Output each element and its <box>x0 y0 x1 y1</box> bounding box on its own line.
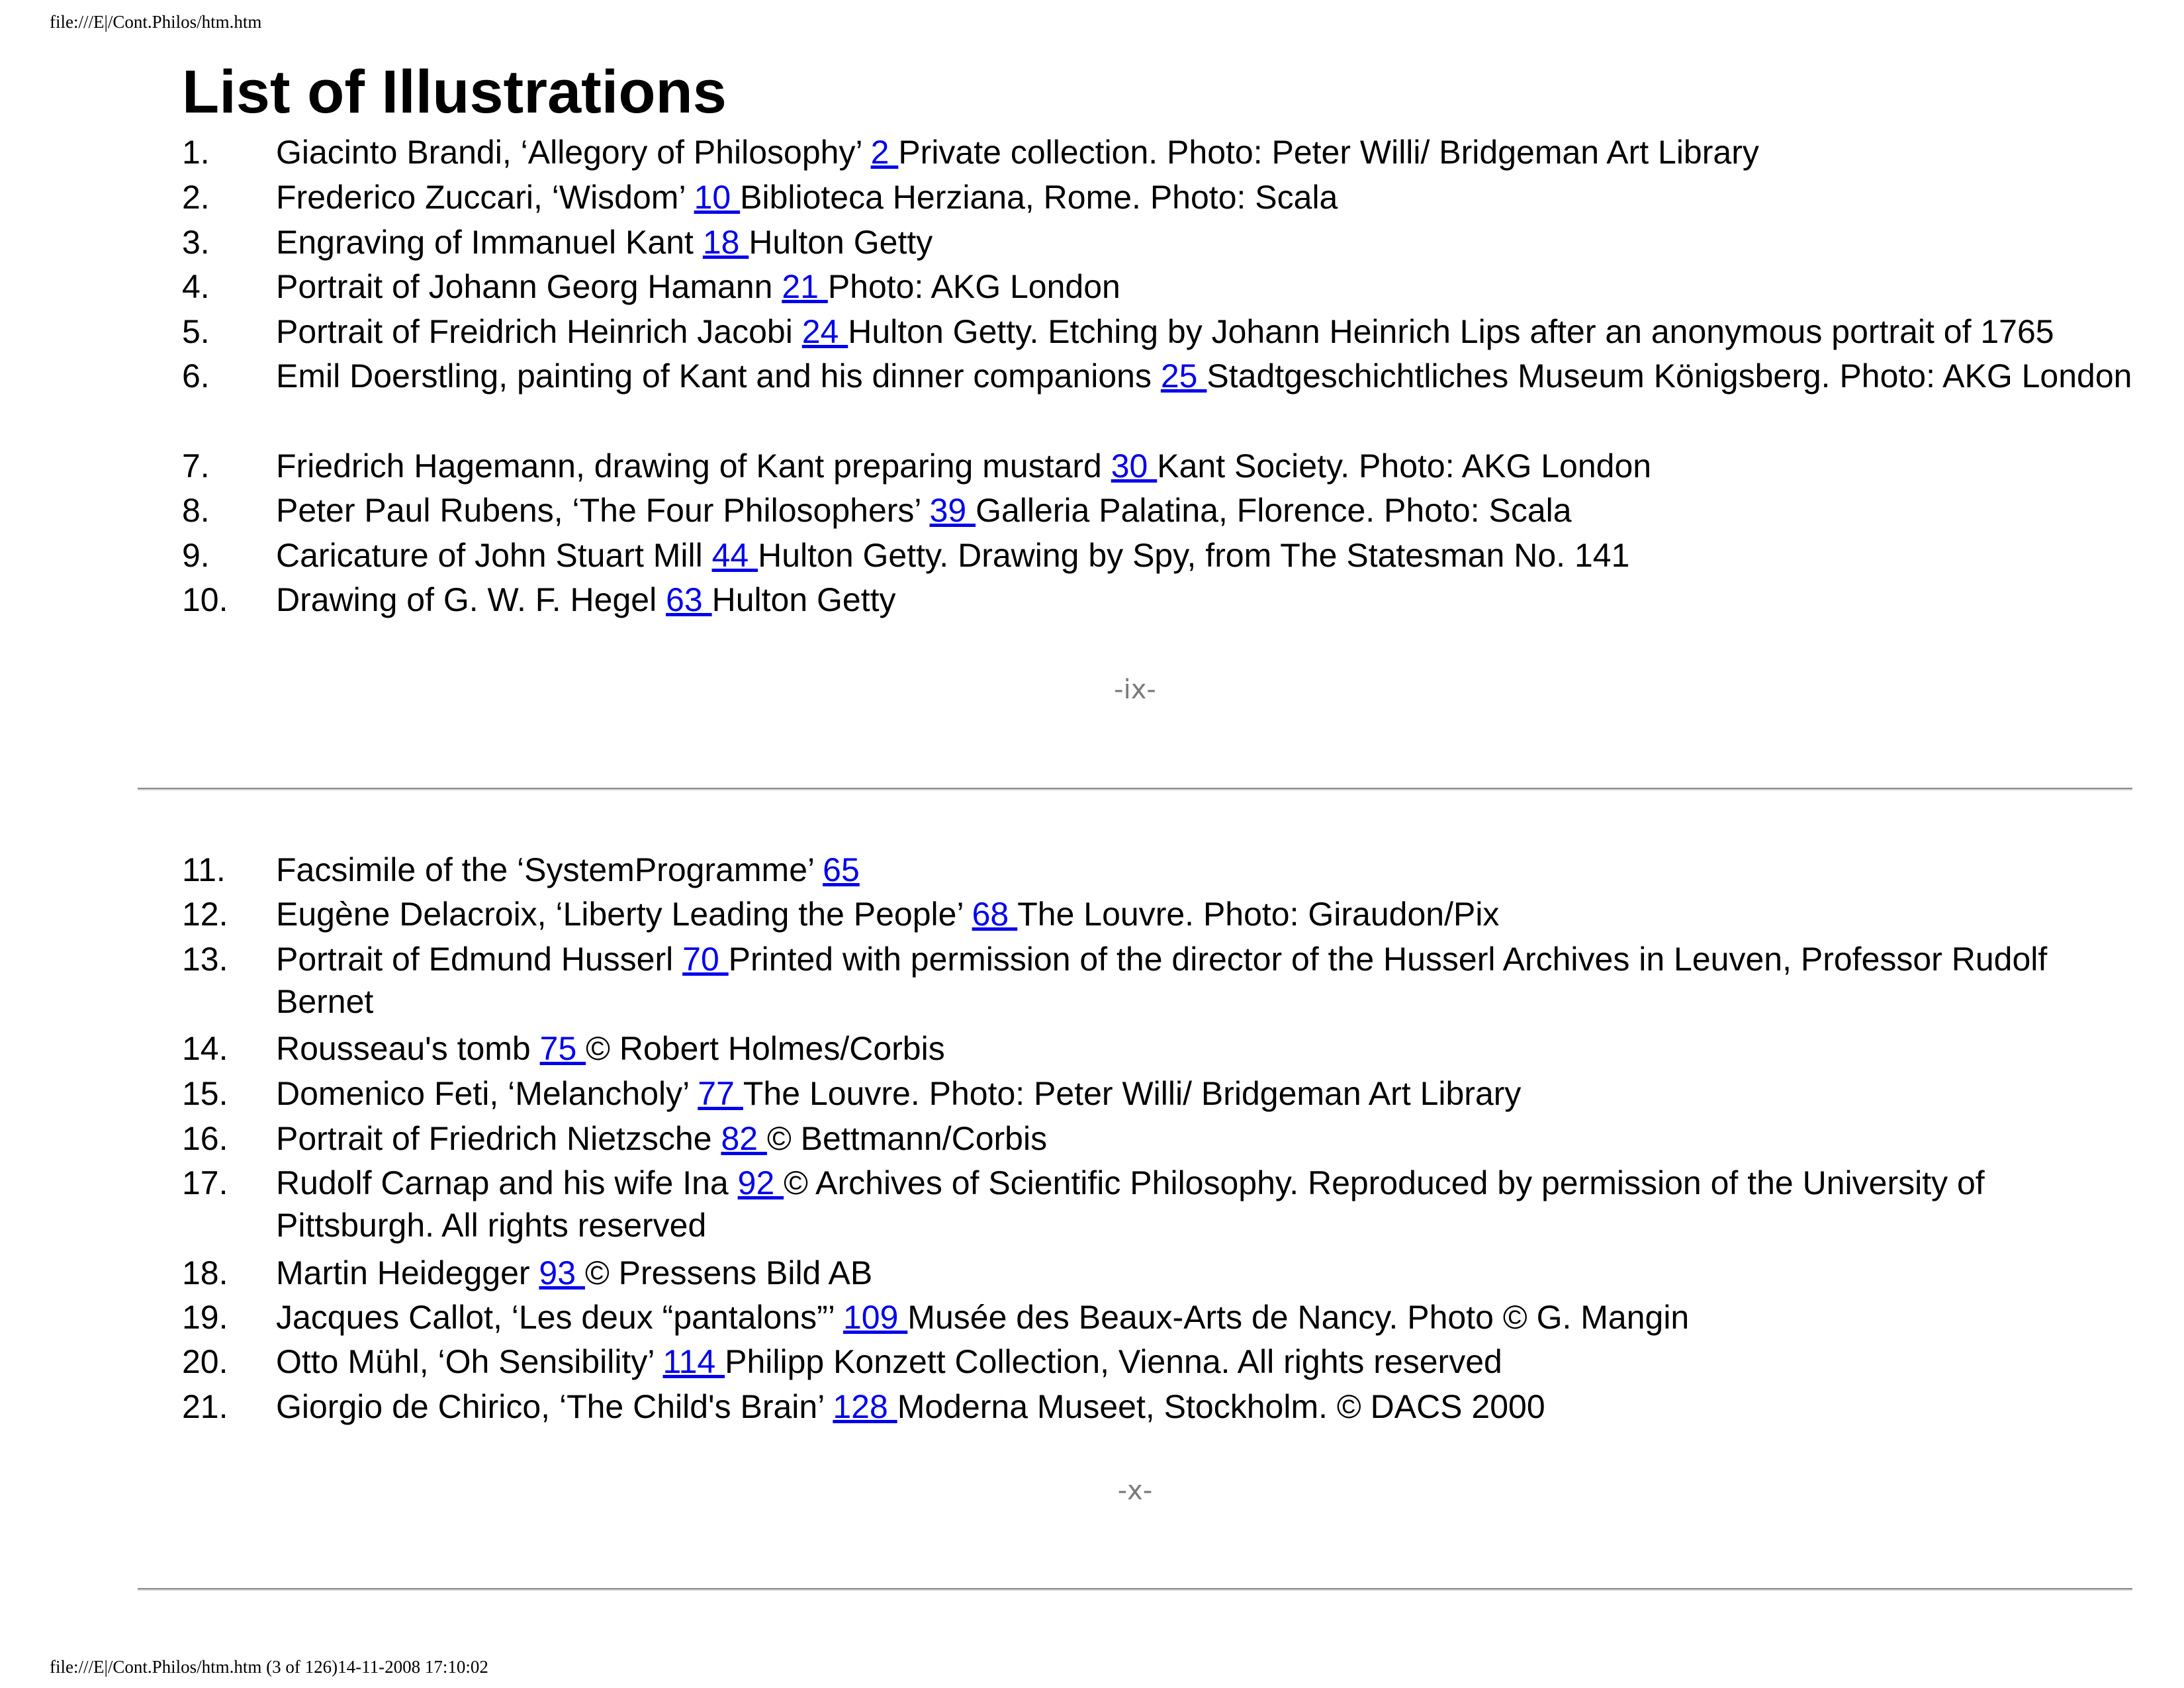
item-text <box>276 1385 2136 1428</box>
item-number: 16. <box>182 1120 228 1157</box>
item-credit: Photo: AKG London <box>827 268 1120 305</box>
item-caption: Engraving of Immanuel Kant <box>276 224 703 261</box>
item-text <box>276 1072 2136 1115</box>
page-link[interactable]: 2 <box>870 134 899 171</box>
item-credit: © Archives of Scientific Philosophy. Reproduced by permission of the University of Pittsburgh. All rights reserved <box>276 1164 1985 1244</box>
item-credit: Kant Society. Photo: AKG London <box>1157 447 1652 485</box>
page-divider <box>138 788 2132 790</box>
item-credit: Galleria Palatina, Florence. Photo: Scala <box>976 492 1572 529</box>
item-caption: Eugène Delacroix, ‘Liberty Leading the People’ <box>276 896 972 933</box>
item-credit: The Louvre. Photo: Giraudon/Pix <box>1017 896 1500 933</box>
item-credit: Hulton Getty. Drawing by Spy, from The Statesman No. 141 <box>758 537 1630 574</box>
item-number: 4. <box>182 268 210 305</box>
page-link[interactable]: 44 <box>711 537 758 574</box>
item-credit: Private collection. Photo: Peter Willi/ Bridgeman Art Library <box>898 134 1759 171</box>
item-text <box>276 1296 2136 1338</box>
item-number: 2. <box>182 179 210 216</box>
item-text <box>276 265 2136 308</box>
item-caption: Portrait of Friedrich Nietzsche <box>276 1120 721 1157</box>
item-number: 6. <box>182 357 210 395</box>
item-credit: The Louvre. Photo: Peter Willi/ Bridgeman Art Library <box>743 1075 1522 1112</box>
item-credit: Hulton Getty. Etching by Johann Heinrich Lips after an anonymous portrait of 1765 <box>848 313 2054 350</box>
item-text <box>276 1117 2136 1160</box>
item-credit: Musée des Beaux-Arts de Nancy. Photo © G. Mangin <box>907 1299 1690 1336</box>
page-link[interactable]: 128 <box>833 1388 897 1425</box>
item-credit: © Pressens Bild AB <box>584 1254 873 1291</box>
page-link[interactable]: 92 <box>737 1164 784 1201</box>
item-text <box>276 131 2136 173</box>
item-caption: Jacques Callot, ‘Les deux “pantalons”’ <box>276 1299 843 1336</box>
item-text <box>276 893 2136 935</box>
item-number: 18. <box>182 1254 228 1291</box>
page-link[interactable]: 77 <box>698 1075 743 1112</box>
page-number-x: -x- <box>1117 1476 1153 1506</box>
item-text <box>276 1027 2136 1070</box>
item-number: 12. <box>182 896 228 933</box>
item-caption: Otto Mühl, ‘Oh Sensibility’ <box>276 1343 663 1380</box>
item-text <box>276 176 2136 218</box>
item-credit: Printed with permission of the director of the Husserl Archives in Leuven, Professor Rudolf Bernet <box>276 941 2048 1020</box>
page-link[interactable]: 114 <box>662 1343 725 1380</box>
item-caption: Giorgio de Chirico, ‘The Child's Brain’ <box>276 1388 833 1425</box>
print-header-url: file:///E|/Cont.Philos/htm.htm <box>50 12 262 32</box>
page-link[interactable]: 75 <box>539 1030 586 1067</box>
item-number: 8. <box>182 492 210 529</box>
page-link[interactable]: 70 <box>682 941 729 978</box>
page-link[interactable]: 39 <box>929 492 976 529</box>
item-caption: Rudolf Carnap and his wife Ina <box>276 1164 738 1201</box>
item-credit: Philipp Konzett Collection, Vienna. All rights reserved <box>725 1343 1502 1380</box>
item-caption: Facsimile of the ‘SystemProgramme’ <box>276 851 823 888</box>
item-number: 19. <box>182 1299 228 1336</box>
page-link[interactable]: 25 <box>1160 357 1207 395</box>
item-caption: Portrait of Johann Georg Hamann <box>276 268 782 305</box>
item-text <box>276 579 2136 621</box>
item-credit: Biblioteca Herziana, Rome. Photo: Scala <box>740 179 1338 216</box>
page-link[interactable]: 65 <box>823 851 860 888</box>
page-link[interactable]: 63 <box>666 581 712 618</box>
item-text <box>276 221 2136 263</box>
item-credit: Hulton Getty <box>711 581 896 618</box>
item-number: 13. <box>182 941 228 978</box>
item-text <box>276 534 2136 577</box>
page-link[interactable]: 10 <box>694 179 741 216</box>
item-text <box>276 938 2136 1023</box>
page-link[interactable]: 24 <box>801 313 848 350</box>
item-caption: Martin Heidegger <box>276 1254 539 1291</box>
item-number: 17. <box>182 1164 228 1201</box>
page-number-ix: -ix- <box>1114 675 1156 705</box>
item-text <box>276 1162 2136 1246</box>
print-footer: file:///E|/Cont.Philos/htm.htm (3 of 126)14-11-2008 17:10:02 <box>50 1657 488 1677</box>
item-number: 5. <box>182 313 210 350</box>
item-text <box>276 355 2136 397</box>
item-credit: Moderna Museet, Stockholm. © DACS 2000 <box>897 1388 1545 1425</box>
item-credit: © Robert Holmes/Corbis <box>586 1030 945 1067</box>
item-caption: Frederico Zuccari, ‘Wisdom’ <box>276 179 694 216</box>
item-caption: Domenico Feti, ‘Melancholy’ <box>276 1075 698 1112</box>
page-title: List of Illustrations <box>182 58 727 126</box>
page-link[interactable]: 82 <box>721 1120 767 1157</box>
item-credit: Stadtgeschichtliches Museum Königsberg. Photo: AKG London <box>1206 357 2132 395</box>
item-text <box>276 1252 2136 1294</box>
item-caption: Rousseau's tomb <box>276 1030 540 1067</box>
item-credit: © Bettmann/Corbis <box>766 1120 1048 1157</box>
item-text <box>276 849 2136 891</box>
item-caption: Caricature of John Stuart Mill <box>276 537 712 574</box>
item-caption: Friedrich Hagemann, drawing of Kant preparing mustard <box>276 447 1111 485</box>
item-caption: Drawing of G. W. F. Hegel <box>276 581 666 618</box>
page-link[interactable]: 21 <box>782 268 828 305</box>
page-link[interactable]: 93 <box>539 1254 585 1291</box>
item-number: 9. <box>182 537 210 574</box>
item-number: 7. <box>182 447 210 485</box>
item-number: 14. <box>182 1030 228 1067</box>
item-caption: Portrait of Freidrich Heinrich Jacobi <box>276 313 802 350</box>
item-caption: Giacinto Brandi, ‘Allegory of Philosophy’ <box>276 134 871 171</box>
item-number: 21. <box>182 1388 228 1425</box>
page-divider <box>138 1588 2132 1591</box>
page-link[interactable]: 18 <box>702 224 749 261</box>
item-text <box>276 489 2136 532</box>
item-number: 1. <box>182 134 210 171</box>
item-caption: Portrait of Edmund Husserl <box>276 941 683 978</box>
item-number: 11. <box>182 851 226 888</box>
item-text <box>276 310 2136 353</box>
item-number: 15. <box>182 1075 228 1112</box>
item-caption: Emil Doerstling, painting of Kant and his dinner companions <box>276 357 1161 395</box>
item-text <box>276 1340 2136 1383</box>
item-number: 10. <box>182 581 228 618</box>
page-link[interactable]: 109 <box>842 1299 908 1336</box>
item-number: 3. <box>182 224 210 261</box>
item-caption: Peter Paul Rubens, ‘The Four Philosophers’ <box>276 492 930 529</box>
item-number: 20. <box>182 1343 228 1380</box>
page-link[interactable]: 30 <box>1111 447 1158 485</box>
page-link[interactable]: 68 <box>972 896 1018 933</box>
item-credit: Hulton Getty <box>749 224 933 261</box>
item-text <box>276 445 2136 487</box>
